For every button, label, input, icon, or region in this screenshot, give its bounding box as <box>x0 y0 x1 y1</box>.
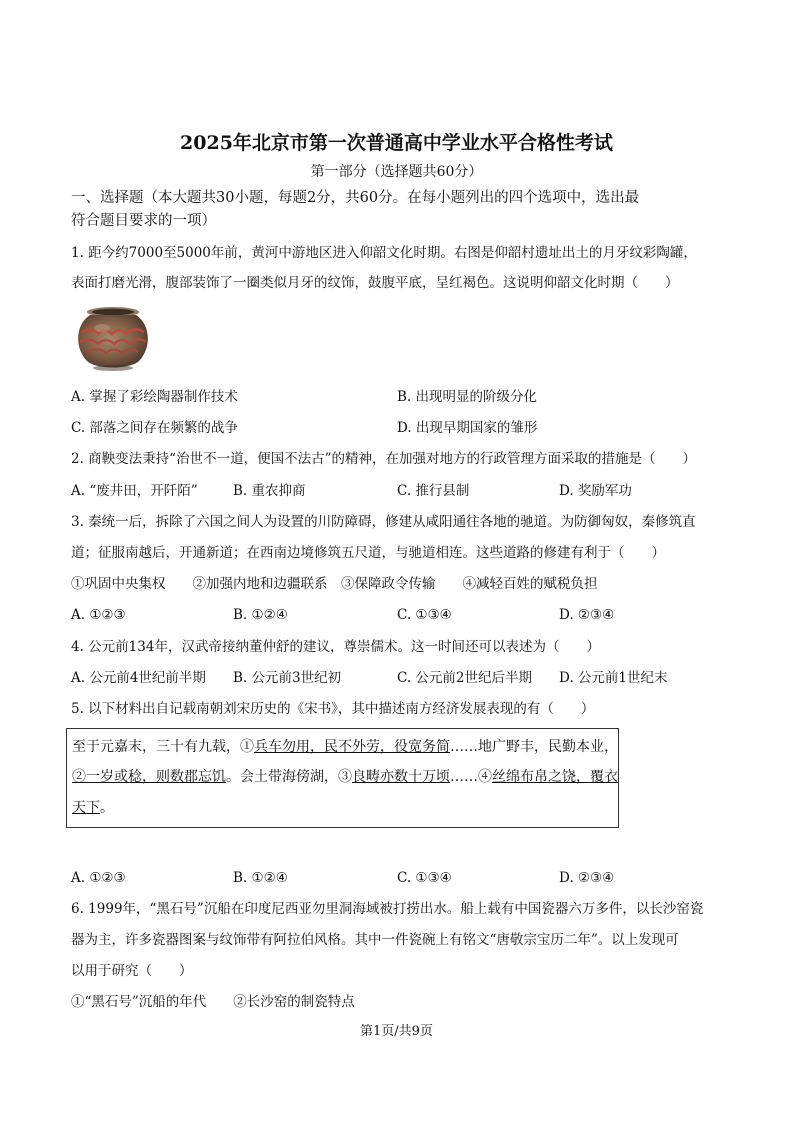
q5-option-a: A. ①②③ <box>71 870 126 886</box>
q5-material-line2 <box>72 767 618 787</box>
q2-option-a: A. “废井田，开阡陌” <box>71 483 198 499</box>
painted-pottery-jar-image <box>72 306 154 376</box>
q5-option-c: C. ①③④ <box>397 870 452 886</box>
q4-option-b: B. 公元前3世纪初 <box>233 670 342 686</box>
q2-option-c: C. 推行县制 <box>397 483 470 499</box>
q1-option-c: C. 部落之间存在频繁的战争 <box>71 420 238 436</box>
material-text: ……地广野丰，民勤本业， <box>450 739 618 755</box>
q2-option-b: B. 重农抑商 <box>233 483 306 499</box>
material-text: 。 <box>100 800 114 816</box>
q5-option-b: B. ①②④ <box>233 870 288 886</box>
q4-stem-line1: 4. 公元前134年，汉武帝接纳董仲舒的建议，尊崇儒术。这一时间还可以表述为（ ） <box>71 639 600 655</box>
q4-option-c: C. 公元前2世纪后半期 <box>397 670 533 686</box>
q5-option-d: D. ②③④ <box>559 870 615 886</box>
page-number-footer: 第1页/共9页 <box>360 1024 433 1039</box>
q3-option-d: D. ②③④ <box>559 607 615 623</box>
part-subtitle: 第一部分（选择题共60分） <box>310 164 483 180</box>
q3-option-c: C. ①③④ <box>397 607 452 623</box>
q6-stem-line1: 6. 1999年，“黑石号”沉船在印度尼西亚勿里洞海域被打捞出水。船上载有中国瓷器六万多件，以长沙窑瓷 <box>71 901 704 917</box>
exam-title: 2025年北京市第一次普通高中学业水平合格性考试 <box>180 132 613 154</box>
material-text: ……④ <box>450 769 492 785</box>
q3-choices: ①巩固中央集权 ②加强内地和边疆联系 ③保障政令传输 ④减轻百姓的赋税负担 <box>71 576 598 592</box>
material-underlined-text: 天下 <box>72 800 100 816</box>
material-text: 。会土带海傍湖，③ <box>226 769 352 785</box>
q1-option-a: A. 掌握了彩绘陶器制作技术 <box>71 389 238 405</box>
q5-material-line1 <box>72 737 618 757</box>
material-underlined-text: 兵车勿用，民不外劳，役宽务简 <box>254 739 450 755</box>
q5-stem-line1: 5. 以下材料出自记载南朝刘宋历史的《宋书》，其中描述南方经济发展表现的有（ ） <box>71 701 595 717</box>
q1-stem-line1: 1. 距今约7000至5000年前，黄河中游地区进入仰韶文化时期。右图是仰韶村遗址出土的月牙纹彩陶罐， <box>71 245 697 261</box>
q3-stem-line1: 3. 秦统一后，拆除了六国之间人为设置的川防障碍，修建从咸阳通往各地的驰道。为防御匈奴，秦修筑直 <box>71 514 696 530</box>
section-heading-line2: 符合题目要求的一项） <box>71 213 216 229</box>
q3-option-b: B. ①②④ <box>233 607 288 623</box>
q6-choices: ①“黑石号”沉船的年代 ②长沙窑的制瓷特点 <box>71 994 355 1010</box>
material-text: 至于元嘉末，三十有九载，① <box>72 739 254 755</box>
q1-stem-line2: 表面打磨光滑，腹部装饰了一圈类似月牙的纹饰，鼓腹平底，呈红褐色。这说明仰韶文化时期（ ） <box>71 275 679 291</box>
q2-option-d: D. 奖励军功 <box>559 483 632 499</box>
section-heading-line1: 一、选择题（本大题共30小题，每题2分，共60分。在每小题列出的四个选项中，选出最 <box>71 190 640 206</box>
q6-stem-line2: 器为主，许多瓷器图案与纹饰带有阿拉伯风格。其中一件瓷碗上有铭文“唐敬宗宝历二年”。以上发现可 <box>71 932 679 948</box>
q5-material-line3 <box>72 798 114 818</box>
q1-option-d: D. 出现早期国家的雏形 <box>397 420 538 436</box>
material-underlined-text: 丝绵布帛之饶，覆衣 <box>492 769 618 785</box>
q2-stem-line1: 2. 商鞅变法秉持“治世不一道，便国不法古”的精神，在加强对地方的行政管理方面采取的措施是（ ） <box>71 451 696 467</box>
q4-option-d: D. 公元前1世纪末 <box>559 670 668 686</box>
q1-option-b: B. 出现明显的阶级分化 <box>397 389 538 405</box>
q3-option-a: A. ①②③ <box>71 607 126 623</box>
material-underlined-text: ②一岁或稔，则数郡忘饥 <box>72 769 226 785</box>
q6-stem-line3: 以用于研究（ ） <box>71 963 193 979</box>
q3-stem-line2: 道；征服南越后，开通新道；在西南边境修筑五尺道，与驰道相连。这些道路的修建有利于（ ） <box>71 545 665 561</box>
material-underlined-text: 良畴亦数十万顷 <box>352 769 450 785</box>
q4-option-a: A. 公元前4世纪前半期 <box>71 670 206 686</box>
